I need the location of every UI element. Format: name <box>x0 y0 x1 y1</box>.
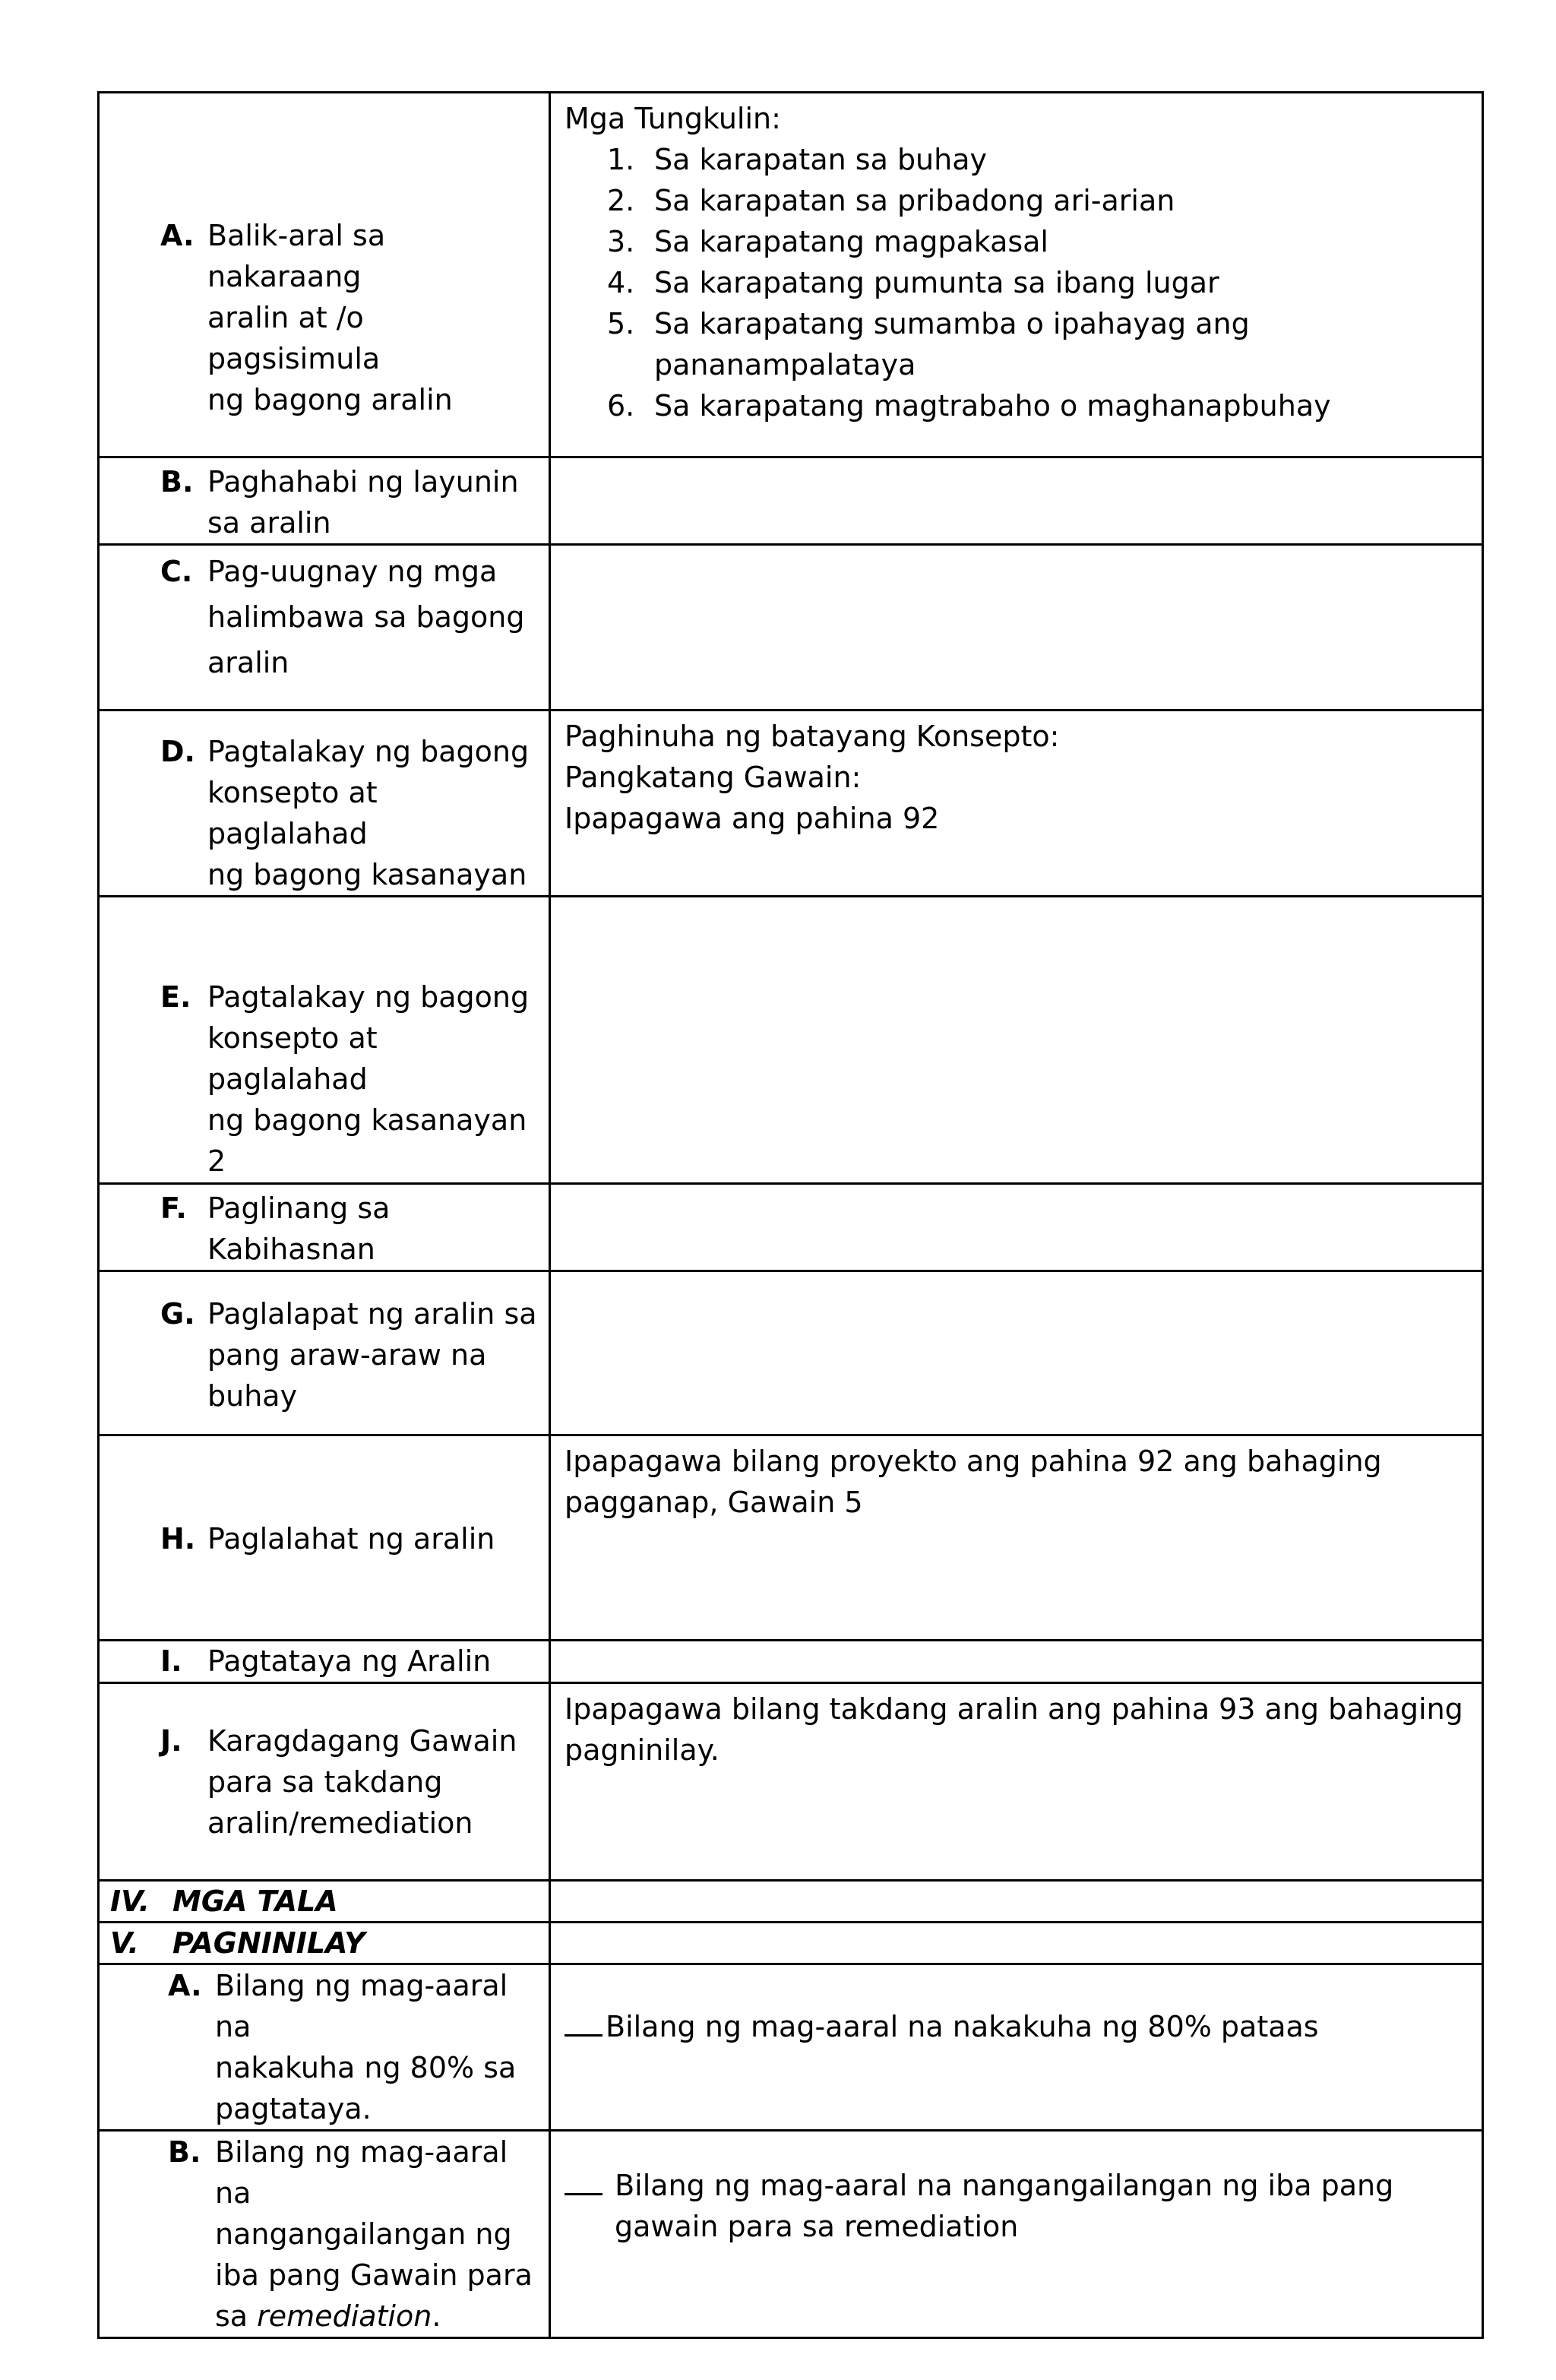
row-label-line: nakakuha ng 80% sa <box>215 2051 517 2084</box>
table-row <box>99 711 1483 897</box>
section-title: PAGNINILAY <box>172 1926 365 1960</box>
row-label-line: aralin at /o pagsisimula <box>207 301 381 375</box>
row-label-cell <box>99 1184 550 1271</box>
row-letter: E. <box>160 980 191 1014</box>
row-label-line: Paglalahat ng aralin <box>207 1522 495 1556</box>
row-label-line: Pagtalakay ng bagong <box>207 735 530 768</box>
row-letter: H. <box>160 1522 196 1556</box>
row-label-line: iba pang Gawain para <box>215 2258 533 2292</box>
row-content-cell <box>550 457 1483 545</box>
row-content-cell <box>550 1184 1483 1271</box>
table-row <box>99 457 1483 545</box>
row-content-cell <box>550 545 1483 711</box>
table-row <box>99 2131 1483 2338</box>
table-row <box>99 1964 1483 2131</box>
row-label-cell <box>99 457 550 545</box>
content-line: pagganap, Gawain 5 <box>565 1486 863 1519</box>
row-label-line: pagtataya. <box>215 2092 372 2125</box>
list-item: 1. Sa karapatan sa buhay <box>607 143 988 176</box>
row-label-cell <box>99 1271 550 1435</box>
content-line: Ipapagawa ang pahina 92 <box>565 802 940 835</box>
table-row <box>99 93 1483 457</box>
content-heading: Mga Tungkulin: <box>565 102 781 135</box>
table-row <box>99 1271 1483 1435</box>
row-label-line: Bilang ng mag-aaral na <box>215 1969 508 2043</box>
section-number: IV. <box>110 1885 150 1918</box>
row-letter: A. <box>160 219 194 252</box>
row-label-line: Karagdagang Gawain <box>207 1724 517 1758</box>
table-row <box>99 897 1483 1184</box>
row-label-line: pang araw-araw na <box>207 1338 487 1372</box>
row-content-cell <box>550 93 1483 457</box>
row-letter: B. <box>160 465 194 498</box>
row-content-cell <box>550 1435 1483 1641</box>
content-line: Pangkatang Gawain: <box>565 761 862 794</box>
row-label-line: konsepto at paglalahad <box>207 776 378 850</box>
row-label-line: ng bagong kasanayan <box>207 858 527 891</box>
list-item: 5. Sa karapatang sumamba o ipahayag ang pananampalataya <box>607 307 1250 381</box>
row-label-line: para sa takdang <box>207 1765 443 1799</box>
row-label-cell <box>99 545 550 711</box>
section-number: V. <box>110 1926 139 1960</box>
row-label-line: sa aralin <box>207 506 331 540</box>
content-line: gawain para sa remediation <box>615 2210 1019 2243</box>
section-heading-pagninilay <box>99 1923 550 1964</box>
content-line: Paghinuha ng batayang Konsepto: <box>565 720 1060 753</box>
fill-in-blank[interactable] <box>565 2170 602 2195</box>
content-line: Ipapagawa bilang takdang aralin ang pahina 93 ang bahaging <box>565 1692 1463 1726</box>
row-label-line: aralin/remediation <box>207 1806 473 1840</box>
table-row <box>99 545 1483 711</box>
row-label-line: Paglalapat ng aralin sa <box>207 1297 537 1331</box>
row-label-line: Pag-uugnay ng mga <box>207 555 498 588</box>
row-label-line: Paghahabi ng layunin <box>207 465 519 498</box>
section-title: MGA TALA <box>172 1885 338 1918</box>
list-item: 6. Sa karapatang magtrabaho o maghanapbuhay <box>607 389 1331 423</box>
row-label-cell <box>99 93 550 457</box>
row-letter: A. <box>168 1969 202 2002</box>
row-content-cell <box>550 1881 1483 1923</box>
row-letter: J. <box>160 1724 182 1758</box>
lesson-plan-table <box>97 91 1484 2339</box>
table-row <box>99 1683 1483 1881</box>
row-content-cell <box>550 2131 1483 2338</box>
table-row <box>99 1184 1483 1271</box>
list-item: 4. Sa karapatang pumunta sa ibang lugar <box>607 266 1219 299</box>
row-letter: C. <box>160 555 193 588</box>
row-letter: I. <box>160 1644 182 1678</box>
row-label-cell <box>99 1964 550 2131</box>
row-letter: D. <box>160 735 195 768</box>
row-content-cell <box>550 1271 1483 1435</box>
row-label-cell <box>99 1683 550 1881</box>
row-label-line: Pagtataya ng Aralin <box>207 1644 492 1678</box>
content-line: Bilang ng mag-aaral na nangangailangan ng iba pang <box>615 2169 1394 2202</box>
row-letter: B. <box>168 2135 201 2169</box>
content-line: Bilang ng mag-aaral na nakakuha ng 80% pataas <box>606 2010 1319 2043</box>
row-content-cell <box>550 1641 1483 1683</box>
row-content-cell <box>550 1923 1483 1964</box>
fill-in-blank[interactable] <box>565 2011 602 2037</box>
duties-list <box>565 139 1482 426</box>
row-label-cell <box>99 897 550 1184</box>
table-row <box>99 1881 1483 1923</box>
table-row <box>99 1641 1483 1683</box>
table-row <box>99 1435 1483 1641</box>
row-label-line: aralin <box>207 646 289 679</box>
list-item: 2. Sa karapatan sa pribadong ari-arian <box>607 184 1175 217</box>
content-line: pagninilay. <box>565 1733 719 1767</box>
row-label-cell <box>99 1641 550 1683</box>
row-label-line: ng bagong aralin <box>207 383 453 416</box>
row-content-cell <box>550 711 1483 897</box>
row-label-line: Bilang ng mag-aaral na <box>215 2135 508 2210</box>
table-row <box>99 1923 1483 1964</box>
list-item: 3. Sa karapatang magpakasal <box>607 225 1048 258</box>
section-heading-mga-tala <box>99 1881 550 1923</box>
content-line: Ipapagawa bilang proyekto ang pahina 92 ang bahaging <box>565 1445 1382 1478</box>
row-label-line: Balik-aral sa nakaraang <box>207 219 386 293</box>
row-content-cell <box>550 1683 1483 1881</box>
row-label-line: nangangailangan ng <box>215 2217 512 2251</box>
row-label-cell <box>99 711 550 897</box>
row-label-cell <box>99 1435 550 1641</box>
row-label-line: konsepto at paglalahad <box>207 1021 378 1096</box>
row-label-line: Kabihasnan <box>207 1233 375 1266</box>
row-label-line: sa remediation. <box>215 2299 441 2333</box>
row-label-line: ng bagong kasanayan 2 <box>207 1103 527 1178</box>
row-label-line: halimbawa sa bagong <box>207 600 525 634</box>
row-label-line: buhay <box>207 1379 298 1413</box>
row-letter: F. <box>160 1192 187 1225</box>
row-letter: G. <box>160 1297 195 1331</box>
row-content-cell <box>550 1964 1483 2131</box>
row-label-cell <box>99 2131 550 2338</box>
row-label-line: Paglinang sa <box>207 1192 391 1225</box>
row-label-line: Pagtalakay ng bagong <box>207 980 530 1014</box>
italic-term: remediation <box>257 2299 432 2333</box>
row-content-cell <box>550 897 1483 1184</box>
